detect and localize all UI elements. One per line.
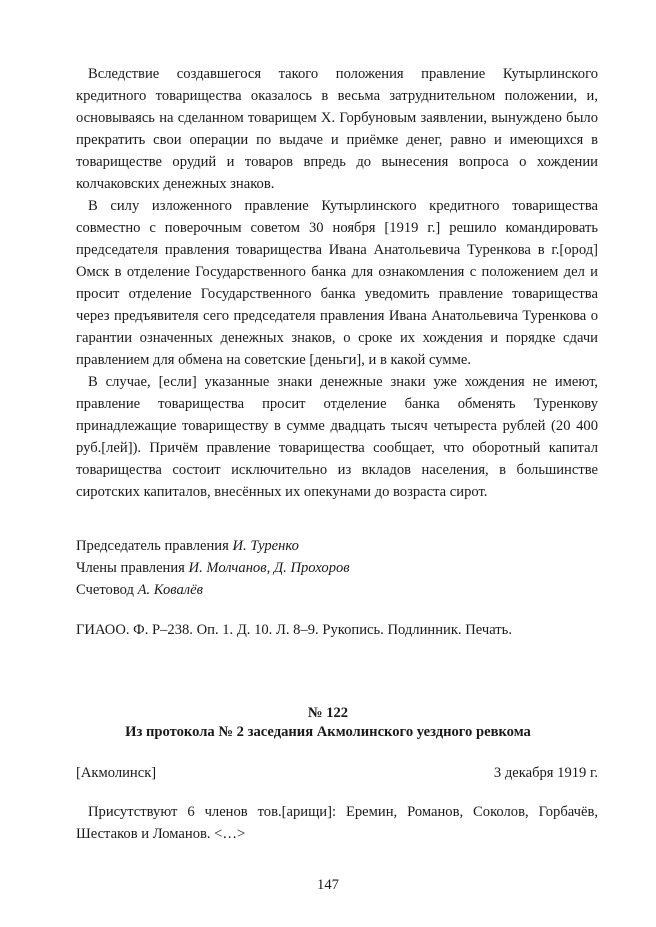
signature-chair (76, 535, 299, 557)
paragraph-2: В силу изложенного правление Кутырлинского кредитного товарищества совместно с поверочным советом 30 ноября [1919 г.] решило командировать председателя правления товарищества Ивана Анатольевича Туренкова в г.[ород] Омск в отделение Государственного банка для ознакомления с положением дел и просит отделение Государственного банка уведомить правление товарищества через предъявителя сего председателя правления Ивана Анатольевича Туренкова о гарантии означенных денежных знаков, о сроке их хождения и порядке сдачи правлением для обмена на советские [деньги], и в какой сумме. (76, 198, 598, 368)
signature-names: И. Молчанов, Д. Прохоров (188, 560, 350, 576)
signature-members (76, 557, 350, 579)
signature-role: Председатель правления (76, 538, 229, 554)
document-date: 3 декабря 1919 г. (493, 765, 598, 781)
paragraph-1: Вследствие создавшегося такого положения правление Кутырлинского кредитного товарищества оказалось в весьма затруднительном положении, и, основываясь на сделанном товарищем Х. Горбуновым заявлении, вынуждено было прекратить свои операции по выдаче и приёмке денег, равно и имеющихся в товариществе орудий и товаров впредь до вынесения вопроса о хождении колчаковских денежных знаков. (76, 66, 598, 192)
paragraph-3: В случае, [если] указанные знаки денежные знаки уже хождения не имеют, правление товарищества просит отделение банка обменять Туренкову принадлежащие товариществу в сумме двадцать тысяч четыреста рублей (20 400 руб.[лей]). Причём правление товарищества сообщает, что оборотный капитал товарищества состоит исключительно из вкладов населения, в большинстве сиротских капиталов, внесённых их опекунами до возраста сирот. (76, 374, 598, 500)
page-number: 147 (317, 877, 339, 893)
document-text: Присутствуют 6 членов тов.[арищи]: Еремин, Романов, Соколов, Горбачёв, Шестаков и Ломанов. <…> (76, 804, 598, 842)
signature-names: А. Ковалёв (137, 582, 203, 598)
document-number: № 122 (307, 705, 349, 721)
document-place: [Акмолинск] (76, 765, 157, 781)
signature-accountant (76, 579, 203, 601)
signature-role: Счетовод (76, 582, 134, 598)
document-title: Из протокола № 2 заседания Акмолинского уездного ревкома (125, 724, 531, 740)
archive-reference: ГИАОО. Ф. Р–238. Оп. 1. Д. 10. Л. 8–9. Рукопись. Подлинник. Печать. (76, 622, 512, 638)
signature-names: И. Туренко (232, 538, 299, 554)
signature-role: Члены правления (76, 560, 185, 576)
